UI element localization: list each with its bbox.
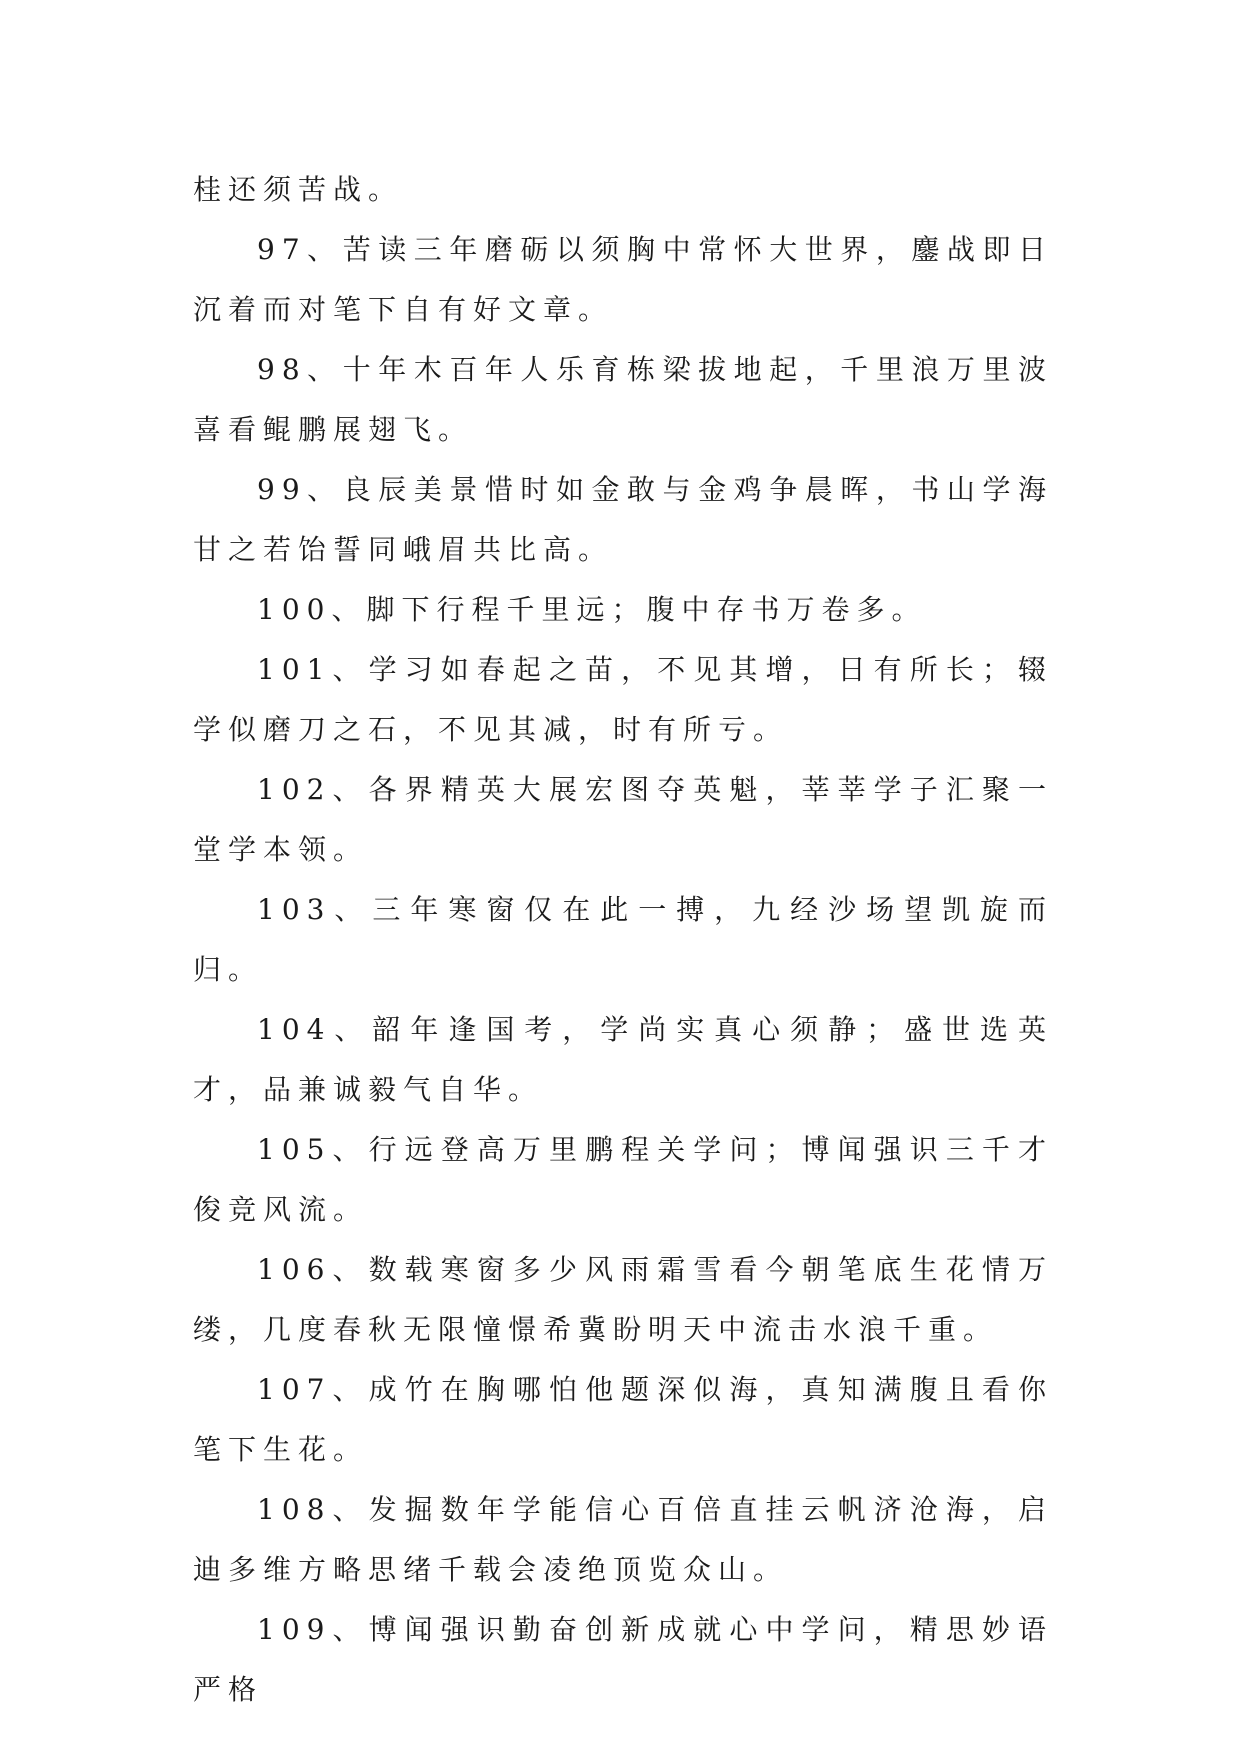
- paragraph-101: 101、学习如春起之苗，不见其增，日有所长；辍学似磨刀之石，不见其减，时有所亏。: [193, 653, 1053, 746]
- paragraph-97: 97、苦读三年磨砺以须胸中常怀大世界，鏖战即日沉着而对笔下自有好文章。: [193, 233, 1053, 326]
- paragraph-106: 106、数载寒窗多少风雨霜雪看今朝笔底生花情万缕，几度春秋无限憧憬希冀盼明天中流击水浪千重。: [193, 1253, 1053, 1346]
- paragraph-107: 107、成竹在胸哪怕他题深似海，真知满腹且看你笔下生花。: [193, 1373, 1053, 1466]
- paragraph-102: 102、各界精英大展宏图夺英魁，莘莘学子汇聚一堂学本领。: [193, 773, 1053, 866]
- paragraph-108: 108、发掘数年学能信心百倍直挂云帆济沧海，启迪多维方略思绪千载会凌绝顶览众山。: [193, 1493, 1053, 1586]
- paragraph-continuation: 桂还须苦战。: [193, 173, 404, 206]
- paragraph-98: 98、十年木百年人乐育栋梁拔地起，千里浪万里波喜看鲲鹏展翅飞。: [193, 353, 1053, 446]
- paragraph-109: 109、博闻强识勤奋创新成就心中学问，精思妙语严格: [193, 1613, 1053, 1706]
- paragraph-104: 104、韶年逢国考，学尚实真心须静；盛世选英才，品兼诚毅气自华。: [193, 1013, 1053, 1106]
- paragraph-105: 105、行远登高万里鹏程关学问；博闻强识三千才俊竞风流。: [193, 1133, 1053, 1226]
- paragraph-99: 99、良辰美景惜时如金敢与金鸡争晨晖，书山学海甘之若饴誓同峨眉共比高。: [193, 473, 1053, 566]
- paragraph-103: 103、三年寒窗仅在此一搏，九经沙场望凯旋而归。: [193, 893, 1053, 986]
- document-page: [193, 160, 1053, 1720]
- paragraph-100: 100、脚下行程千里远；腹中存书万卷多。: [257, 593, 927, 626]
